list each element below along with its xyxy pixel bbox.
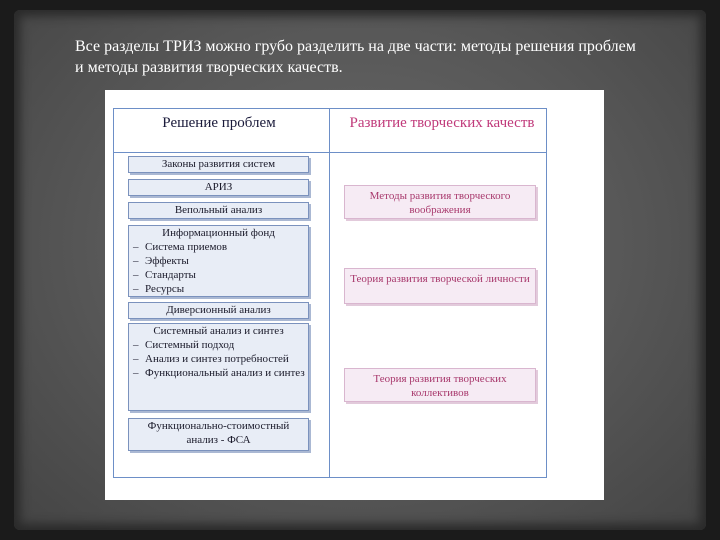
header-divider bbox=[114, 152, 546, 153]
list-item: – Ресурсы bbox=[133, 282, 308, 296]
box-creative-personality-theory bbox=[344, 268, 536, 304]
box-title: Теория развития творческих коллективов bbox=[373, 373, 507, 399]
box-item-list bbox=[129, 338, 308, 380]
list-item: – Функциональный анализ и синтез bbox=[133, 366, 308, 380]
box-item-list bbox=[129, 240, 308, 296]
list-item: – Стандарты bbox=[133, 268, 308, 282]
column-divider bbox=[329, 109, 330, 477]
box-diversion-analysis bbox=[128, 302, 309, 319]
box-title: АРИЗ bbox=[204, 181, 233, 193]
triz-diagram bbox=[105, 90, 604, 500]
intro-text: Все разделы ТРИЗ можно грубо разделить на две части: методы решения проблем и методы развития творческих качеств. bbox=[75, 38, 636, 76]
box-vepol-analysis bbox=[128, 202, 309, 219]
box-title: Диверсионный анализ bbox=[166, 304, 271, 316]
box-system-analysis bbox=[128, 323, 309, 411]
box-title: Теория развития творческой личности bbox=[350, 273, 530, 285]
box-creative-teams-theory bbox=[344, 368, 536, 402]
left-column-header: Решение проблем bbox=[162, 115, 276, 131]
box-title: Функционально-стоимостный анализ - ФСА bbox=[147, 420, 290, 446]
box-creative-imagination-methods bbox=[344, 185, 536, 219]
list-item: – Система приемов bbox=[133, 240, 308, 254]
right-column-header: Развитие творческих качеств bbox=[349, 115, 535, 131]
box-information-fund bbox=[128, 225, 309, 297]
box-ariz bbox=[128, 179, 309, 196]
box-title: Вепольный анализ bbox=[174, 204, 263, 216]
box-title: Методы развития творческого воображения bbox=[369, 190, 511, 216]
box-functional-cost-analysis bbox=[128, 418, 309, 451]
box-laws-of-system-development bbox=[128, 156, 309, 173]
list-item: – Анализ и синтез потребностей bbox=[133, 352, 308, 366]
box-title: Законы развития систем bbox=[161, 158, 276, 170]
box-title: Системный анализ и синтез bbox=[153, 325, 284, 337]
box-title: Информационный фонд bbox=[162, 227, 275, 239]
list-item: – Системный подход bbox=[133, 338, 308, 352]
list-item: – Эффекты bbox=[133, 254, 308, 268]
